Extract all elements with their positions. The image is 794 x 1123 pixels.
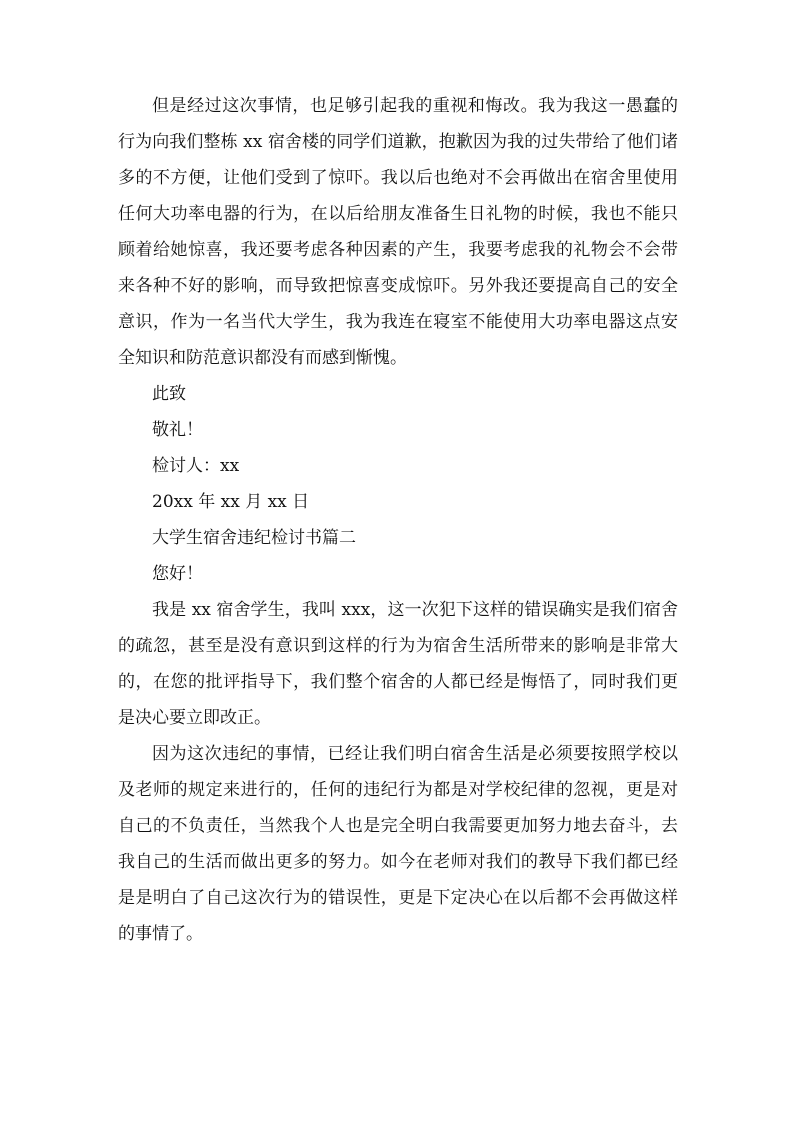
paragraph-introduction: 我是 xx 宿舍学生，我叫 xxx，这一次犯下这样的错误确实是我们宿舍的疏忽，甚至是没有意识到这样的行为为宿舍生活所带来的影响是非常大的，在您的批评指导下，我们整个宿舍的人都已经是悔悟了，同时我们更是决心要立即改正。 <box>118 600 678 728</box>
paragraph-apology: 但是经过这次事情，也足够引起我的重视和悔改。我为我这一愚蠢的行为向我们整栋 xx 宿舍楼的同学们道歉，抱歉因为我的过失带给了他们诸多的不方便，让他们受到了惊吓。我以后也绝对不会再做出在宿舍里使用任何大功率电器的行为，在以后给朋友准备生日礼物的时候，我也不能只顾着给她惊喜，我还要考虑各种因素的产生，我要考虑我的礼物会不会带来各种不好的影响，而导致把惊喜变成惊吓。另外我还要提高自己的安全意识，作为一名当代大学生，我为我连在寝室不能使用大功率电器这点安全知识和防范意识都没有而感到惭愧。 <box>118 96 678 368</box>
section-title: 大学生宿舍违纪检讨书篇二 <box>152 528 356 548</box>
paragraph-resolution: 因为这次违纪的事情，已经让我们明白宿舍生活是必须要按照学校以及老师的规定来进行的，任何的违纪行为都是对学校纪律的忽视，更是对自己的不负责任，当然我个人也是完全明白我需要更加努力地去奋斗，去我自己的生活而做出更多的努力。如今在老师对我们的教导下我们都已经是是明白了自己这次行为的错误性，更是下定决心在以后都不会再做这样的事情了。 <box>118 744 678 944</box>
signer-line: 检讨人：xx <box>152 456 240 476</box>
date-line: 20xx 年 xx 月 xx 日 <box>152 492 310 512</box>
document-body <box>118 88 678 952</box>
closing-regards: 敬礼！ <box>152 420 203 440</box>
greeting-line: 您好！ <box>152 564 203 584</box>
closing-salutation: 此致 <box>152 384 186 404</box>
